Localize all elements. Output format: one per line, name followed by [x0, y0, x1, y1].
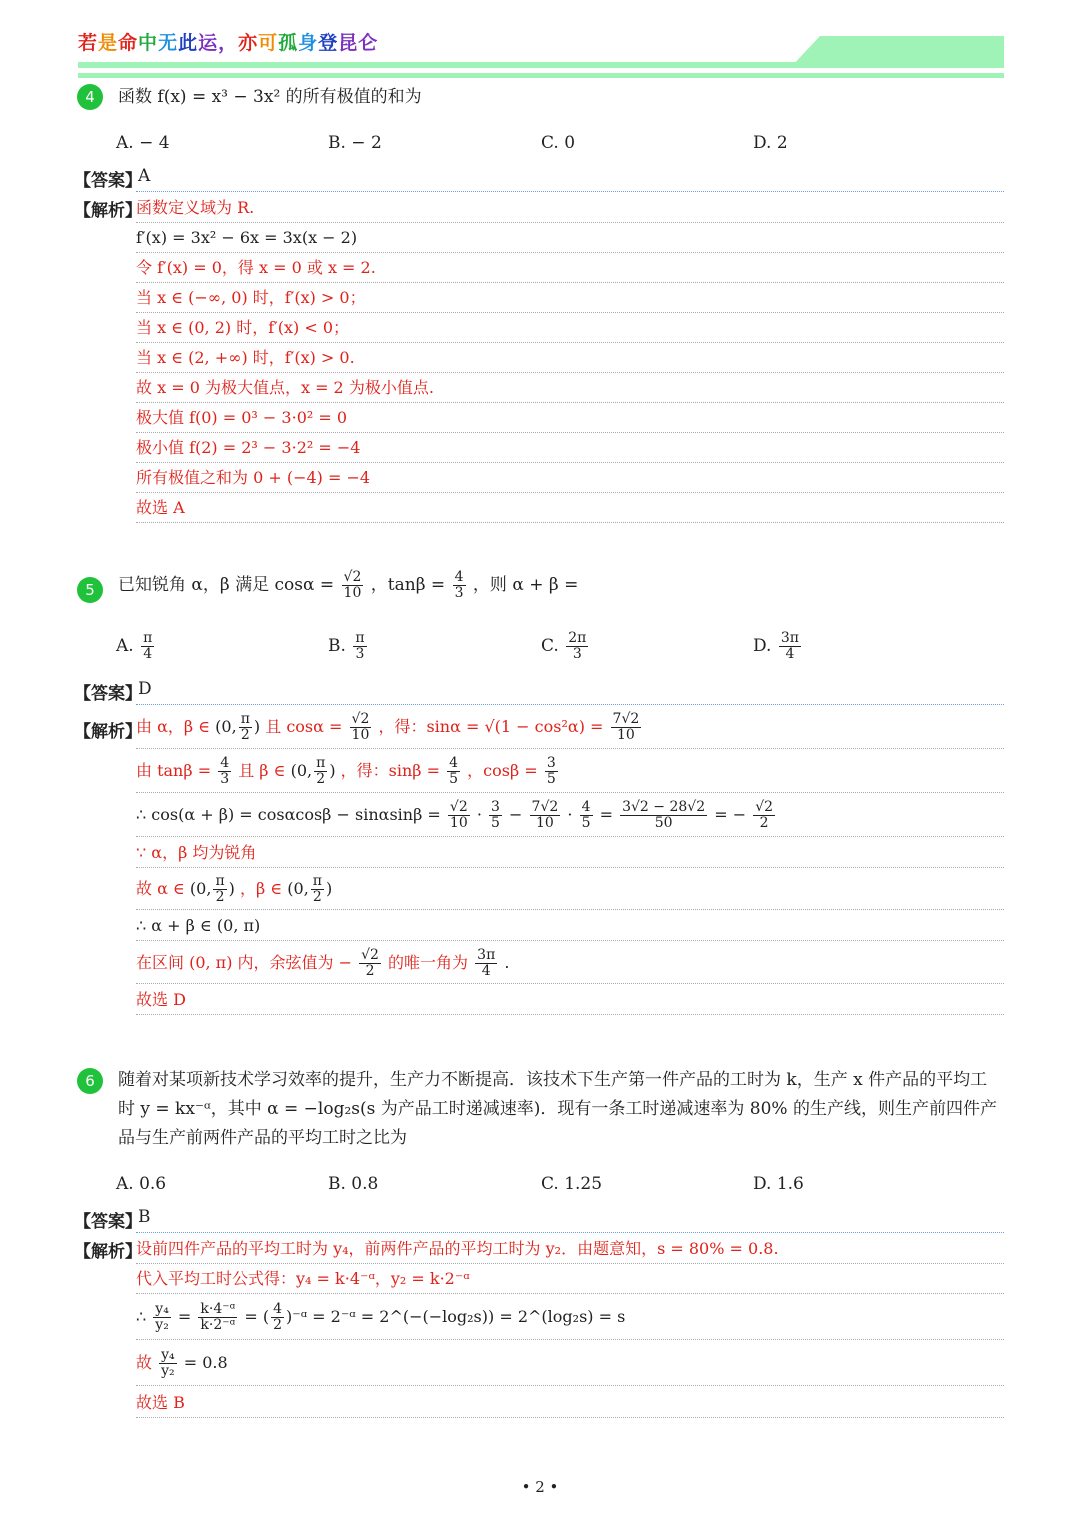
fraction [566, 631, 588, 662]
fraction [530, 800, 561, 831]
fraction [141, 631, 154, 662]
solution-line: 极小值 f(2) = 2³ − 3·2² = −4 [136, 433, 1004, 463]
denominator: 10 [616, 727, 635, 743]
fraction [580, 800, 593, 831]
text: = [177, 1307, 192, 1326]
operator: · [476, 805, 482, 824]
question-5-stem [118, 570, 578, 601]
numerator: 3√2 − 28√2 [622, 799, 706, 815]
text: ∴ [136, 1307, 147, 1326]
denominator: 5 [449, 771, 459, 787]
q4-option-d: D. 2 [753, 133, 788, 153]
numerator: y₄ [161, 1347, 175, 1363]
header-band [78, 62, 1004, 68]
text: 故 α ∈ [136, 879, 185, 898]
denominator: 2 [365, 963, 375, 979]
solution-line: f′(x) = 3x² − 6x = 3x(x − 2) [136, 223, 1004, 253]
denominator: 10 [449, 815, 468, 831]
fraction [545, 756, 558, 787]
solution-line: 极大值 f(0) = 0³ − 3·0² = 0 [136, 403, 1004, 433]
divider [136, 704, 1004, 705]
question-number-badge: 4 [77, 84, 103, 110]
q6-option-a: A. 0.6 [116, 1174, 167, 1194]
text: ，cosβ = [467, 761, 538, 780]
numerator: π [215, 873, 225, 889]
text: 故 [136, 1353, 153, 1372]
text: ∴ cos(α + β) = cosαcosβ − sinαsinβ = [136, 805, 441, 824]
fraction [271, 1302, 284, 1333]
solution-line: 令 f′(x) = 0，得 x = 0 或 x = 2. [136, 253, 1004, 283]
solution-line: 当 x ∈ (0, 2) 时，f′(x) < 0； [136, 313, 1004, 343]
q4-answer: A [138, 166, 151, 186]
solution-line [136, 794, 1004, 837]
q4-option-a: A. − 4 [116, 133, 170, 153]
fraction [753, 800, 775, 831]
numerator: 3π [477, 947, 496, 963]
solution-line: 故 x = 0 为极大值点，x = 2 为极小值点. [136, 373, 1004, 403]
numerator: √2 [755, 799, 774, 815]
fraction [342, 570, 364, 601]
text: )⁻ᵅ = 2⁻ᵅ = 2^(−(−log₂s)) = 2^(log₂s) = s [286, 1307, 626, 1326]
denominator: 2 [312, 889, 322, 905]
fraction [218, 756, 231, 787]
denominator: 3 [454, 585, 464, 601]
fraction [350, 712, 372, 743]
denominator: 2 [240, 727, 250, 743]
text: 的唯一角为 [388, 953, 469, 972]
denominator: 4 [785, 646, 795, 662]
solution-line: 当 x ∈ (−∞, 0) 时，f′(x) > 0； [136, 283, 1004, 313]
text: 且 cosα = [265, 717, 343, 736]
solution-line [136, 943, 1004, 984]
numerator: √2 [361, 947, 379, 963]
q5-option-c [541, 631, 590, 662]
fraction [611, 712, 642, 743]
numerator: π [240, 711, 250, 727]
fraction [779, 631, 801, 662]
solution-line: 故选 A [136, 493, 1004, 523]
fraction [153, 1302, 171, 1333]
option-letter: C. [541, 636, 559, 656]
slogan-char: 登 [318, 32, 339, 54]
answer-label: 【答案】 [74, 684, 142, 704]
text: ) [325, 879, 333, 898]
slogan-char: 若 [78, 32, 99, 54]
solution-line: 函数定义域为 R. [136, 193, 1004, 223]
numerator: 3 [491, 799, 500, 815]
solution-line: 所有极值之和为 0 + (−4) = −4 [136, 463, 1004, 493]
q5-option-d [753, 631, 803, 662]
numerator: 4 [449, 755, 459, 771]
denominator: k·2⁻ᵅ [200, 1317, 236, 1333]
solution-line [136, 750, 1004, 793]
numerator: π [312, 873, 322, 889]
analysis-label: 【解析】 [74, 722, 142, 742]
solution-line: 故选 D [136, 985, 1004, 1015]
solution-line: ∵ α，β 均为锐角 [136, 838, 1004, 868]
text: (0, [287, 879, 309, 898]
text: 由 tanβ = [136, 761, 212, 780]
fraction [198, 1302, 237, 1333]
slogan-char: 命 [118, 32, 139, 54]
page-number: • 2 • [521, 1478, 559, 1496]
slogan-char: 无 [158, 32, 179, 54]
slogan-char: 是 [98, 32, 119, 54]
operator: − [509, 805, 523, 824]
slogan-char: 中 [138, 32, 159, 54]
fraction [314, 756, 327, 787]
solution-line [136, 869, 1004, 910]
option-letter: B. [328, 636, 346, 656]
fraction [239, 712, 252, 743]
solution-line [136, 706, 1004, 749]
fraction [489, 800, 502, 831]
solution-line: 设前四件产品的平均工时为 y₄，前两件产品的平均工时为 y₂．由题意知，s = 80% = 0.8. [136, 1234, 1004, 1264]
denominator: 50 [654, 815, 673, 831]
numerator: 3 [546, 755, 556, 771]
answer-label: 【答案】 [74, 171, 142, 191]
question-6-stem: 随着对某项新技术学习效率的提升，生产力不断提高．该技术下生产第一件产品的工时为 k，生产 x 件产品的平均工时 y = kx⁻ᵅ，其中 α = −log₂s(s 为产品工时递减速率)．现有一条工时递减速率为 80% 的生产线，则生产前四件产品与生产前两件产品的平均工时之比为 [118, 1070, 997, 1148]
q4-solution [136, 193, 1004, 523]
q6-answer: B [138, 1207, 151, 1227]
fraction [353, 631, 366, 662]
option-letter: D. [753, 636, 772, 656]
text: ) [329, 761, 336, 780]
operator: = − [714, 805, 747, 824]
slogan-char: 昆 [338, 32, 359, 54]
numerator: √2 [343, 569, 362, 585]
denominator: 5 [546, 771, 556, 787]
analysis-label: 【解析】 [74, 201, 142, 221]
denominator: 2 [759, 815, 769, 831]
text: = ( [244, 1307, 270, 1326]
denominator: 5 [491, 815, 500, 831]
q4-option-c: C. 0 [541, 133, 576, 153]
solution-line: 代入平均工时公式得：y₄ = k·4⁻ᵅ，y₂ = k·2⁻ᵅ [136, 1264, 1004, 1294]
denominator: 4 [481, 963, 491, 979]
text: ，β ∈ [239, 879, 283, 898]
divider [136, 191, 1004, 192]
denominator: y₂ [161, 1363, 175, 1379]
numerator: 4 [220, 755, 230, 771]
text: ) [253, 717, 261, 736]
fraction [447, 756, 460, 787]
numerator: π [355, 630, 365, 646]
question-number-badge: 6 [77, 1068, 103, 1094]
denominator: 2 [215, 889, 225, 905]
q4-option-b: B. − 2 [328, 133, 382, 153]
denominator: 3 [355, 646, 365, 662]
fraction [359, 948, 381, 979]
stem-text: ，tanβ = [370, 575, 446, 595]
operator: · [567, 805, 573, 824]
q5-option-a [116, 631, 156, 662]
operator: = [599, 805, 613, 824]
q6-option-c: C. 1.25 [541, 1174, 603, 1194]
text: 且 β ∈ [238, 761, 286, 780]
denominator: 10 [536, 815, 554, 831]
q6-option-b: B. 0.8 [328, 1174, 379, 1194]
slogan-char: 孤 [278, 32, 299, 54]
slogan-char: 仑 [358, 32, 379, 54]
denominator: y₂ [155, 1317, 169, 1333]
solution-line [136, 1341, 1004, 1386]
solution-line: 当 x ∈ (2, +∞) 时，f′(x) > 0. [136, 343, 1004, 373]
question-4-stem: 函数 f(x) = x³ − 3x² 的所有极值的和为 [118, 87, 422, 107]
analysis-label: 【解析】 [74, 1242, 142, 1262]
slogan-char: 运 [198, 32, 219, 54]
q5-option-b [328, 631, 369, 662]
fraction [213, 874, 226, 905]
denominator: 10 [343, 585, 362, 601]
numerator: π [316, 755, 326, 771]
text: ) [228, 879, 235, 898]
slogan-char: 亦 [238, 32, 259, 54]
fraction [475, 948, 497, 979]
numerator: π [143, 630, 153, 646]
text: = 0.8 [183, 1353, 228, 1372]
denominator: 10 [351, 727, 370, 743]
solution-line [136, 1295, 1004, 1340]
slogan-char: 此 [178, 32, 199, 54]
q5-answer: D [138, 679, 152, 699]
fraction [620, 800, 707, 831]
numerator: y₄ [155, 1301, 169, 1317]
slogan-char: ， [218, 32, 239, 54]
text: 由 α，β ∈ [136, 717, 216, 736]
numerator: 4 [273, 1301, 282, 1317]
text: ，得：sinβ = [340, 761, 441, 780]
question-number-badge: 5 [77, 577, 103, 603]
numerator: 4 [454, 569, 464, 585]
numerator: √2 [351, 711, 370, 727]
numerator: 3π [780, 630, 799, 646]
header-band-lower [78, 73, 1004, 78]
fraction [448, 800, 470, 831]
stem-text: ，则 α + β = [472, 575, 579, 595]
stem-text: 已知锐角 α，β 满足 cosα = [118, 575, 335, 595]
text: (0, [290, 761, 313, 780]
text: . [504, 953, 510, 972]
numerator: 7√2 [531, 799, 559, 815]
fraction [159, 1348, 177, 1379]
denominator: 2 [273, 1317, 282, 1333]
numerator: 7√2 [612, 711, 640, 727]
denominator: 4 [143, 646, 153, 662]
text: (0, [215, 717, 237, 736]
header-slogan [78, 28, 378, 55]
q6-option-d: D. 1.6 [753, 1174, 804, 1194]
denominator: 2 [316, 771, 326, 787]
slogan-char: 可 [258, 32, 279, 54]
slogan-char: 身 [298, 32, 319, 54]
numerator: 2π [568, 630, 587, 646]
text: 在区间 (0, π) 内，余弦值为 − [136, 953, 353, 972]
text: ，得：sinα = √(1 − cos²α) = [378, 717, 604, 736]
denominator: 3 [220, 771, 230, 787]
numerator: √2 [449, 799, 468, 815]
denominator: 3 [572, 646, 582, 662]
denominator: 5 [581, 815, 591, 831]
answer-label: 【答案】 [74, 1212, 142, 1232]
fraction [453, 570, 466, 601]
divider [136, 1232, 1004, 1233]
solution-line: ∴ α + β ∈ (0, π) [136, 911, 1004, 941]
fraction [311, 874, 324, 905]
solution-line: 故选 B [136, 1388, 1004, 1418]
option-letter: A. [116, 636, 134, 656]
text: (0, [189, 879, 212, 898]
numerator: k·4⁻ᵅ [200, 1301, 236, 1317]
numerator: 4 [581, 799, 591, 815]
